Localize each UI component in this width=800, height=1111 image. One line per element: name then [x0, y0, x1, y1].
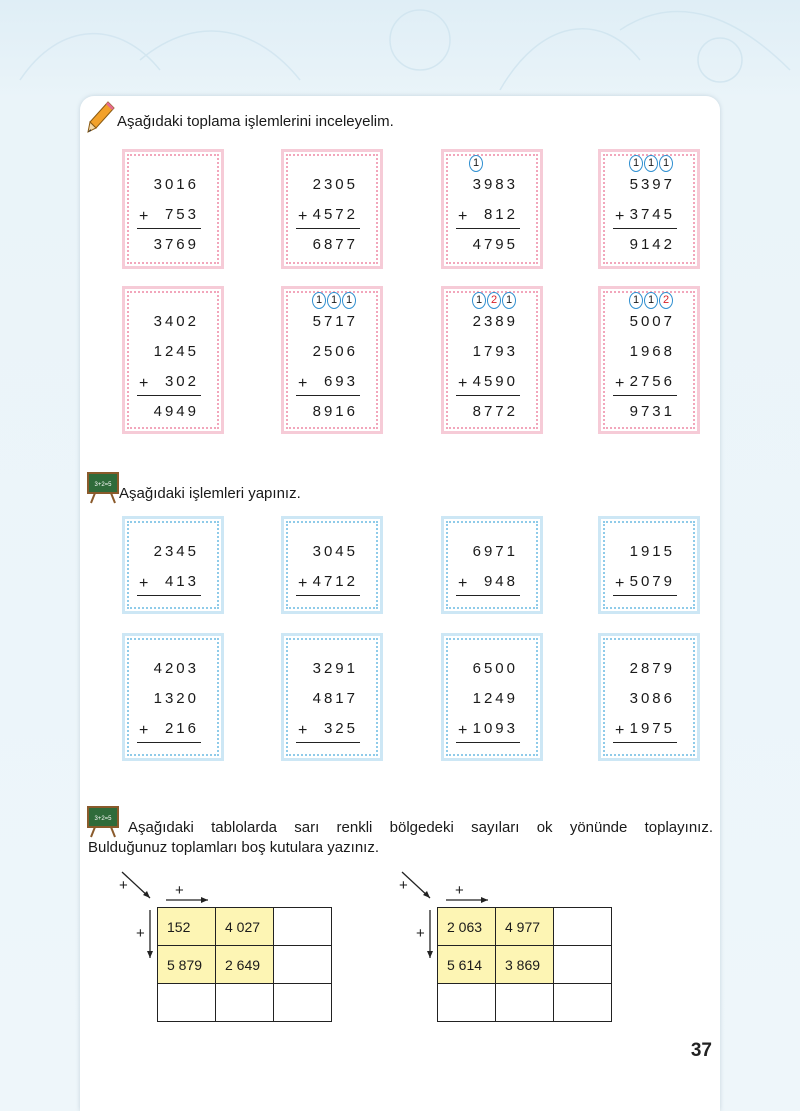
sum-result: 4949: [153, 403, 199, 420]
sum-table-1: [157, 907, 332, 1022]
carry-digit: 1: [659, 155, 673, 172]
chalkboard-icon: [87, 472, 119, 504]
answer-cell[interactable]: [554, 946, 612, 984]
pencil-icon: [86, 100, 116, 134]
sum-result: 8916: [312, 403, 358, 420]
addend: 216: [164, 720, 199, 737]
carry-digits: [312, 292, 356, 309]
addend: 3745: [629, 206, 675, 223]
addition-card: [122, 149, 224, 269]
sum-result: 8772: [472, 403, 518, 420]
table-row: [438, 984, 612, 1022]
sum-line: [137, 595, 201, 596]
plus-horizontal: +: [455, 882, 464, 899]
addend: 3983: [472, 176, 518, 193]
sum-result: 3769: [153, 236, 199, 253]
addend: 2389: [472, 313, 518, 330]
carry-digit: 1: [629, 292, 643, 309]
number-cell: 152: [158, 908, 216, 946]
section3-instruction-line2: Bulduğunuz toplamları boş kutulara yazınız.: [88, 839, 379, 856]
plus-sign: +: [298, 722, 308, 739]
sum-line: [456, 595, 520, 596]
number-cell: 2 649: [216, 946, 274, 984]
carry-digit: 1: [472, 292, 486, 309]
plus-sign: +: [298, 208, 308, 225]
plus-sign: +: [298, 575, 308, 592]
addition-card: [441, 149, 543, 269]
addition-card: [441, 516, 543, 614]
sum-line: [456, 742, 520, 743]
sum-line: [137, 395, 201, 396]
sum-line: [613, 228, 677, 229]
addition-card: [441, 286, 543, 434]
plus-vertical: +: [416, 925, 425, 942]
plus-sign: +: [298, 375, 308, 392]
answer-cell[interactable]: [274, 946, 332, 984]
number-cell: 3 869: [496, 946, 554, 984]
number-cell: 5 614: [438, 946, 496, 984]
sum-line: [613, 742, 677, 743]
plus-sign: +: [458, 208, 468, 225]
addend: 1320: [153, 690, 199, 707]
addend: 5717: [312, 313, 358, 330]
carry-digits: [469, 155, 483, 172]
plus-sign: +: [615, 575, 625, 592]
addend: 6971: [472, 543, 518, 560]
plus-sign: +: [139, 575, 149, 592]
addend: 5397: [629, 176, 675, 193]
addend: 753: [164, 206, 199, 223]
carry-digit: 1: [312, 292, 326, 309]
plus-diagonal: +: [399, 877, 408, 894]
sum-line: [296, 742, 360, 743]
addend: 2506: [312, 343, 358, 360]
sum-result: 9142: [629, 236, 675, 253]
carry-digit: 1: [502, 292, 516, 309]
addition-card: [281, 149, 383, 269]
answer-cell[interactable]: [274, 908, 332, 946]
addend: 693: [323, 373, 358, 390]
section2-instruction: Aşağıdaki işlemleri yapınız.: [119, 485, 301, 502]
sum-line: [137, 742, 201, 743]
number-cell: 2 063: [438, 908, 496, 946]
addend: 4712: [312, 573, 358, 590]
addition-card: [598, 516, 700, 614]
sum-line: [613, 595, 677, 596]
sum-line: [296, 228, 360, 229]
addend: 3016: [153, 176, 199, 193]
addend: 325: [323, 720, 358, 737]
section3-instruction-line1: Aşağıdaki tablolarda sarı renkli bölgedeki sayıları ok yönünde toplayınız.: [128, 819, 713, 836]
plus-sign: +: [139, 375, 149, 392]
addend: 4203: [153, 660, 199, 677]
sum-line: [456, 395, 520, 396]
addition-card: [281, 516, 383, 614]
addend: 4590: [472, 373, 518, 390]
answer-cell[interactable]: [554, 908, 612, 946]
sum-result: 6877: [312, 236, 358, 253]
addend: 2756: [629, 373, 675, 390]
addend: 1975: [629, 720, 675, 737]
chalkboard-icon: [87, 806, 119, 838]
svg-text:3+2=5: 3+2=5: [94, 816, 112, 822]
number-cell: 5 879: [158, 946, 216, 984]
carry-digit: 2: [487, 292, 501, 309]
addend: 1093: [472, 720, 518, 737]
table-row: [438, 946, 612, 984]
plus-horizontal: +: [175, 882, 184, 899]
number-cell: 4 977: [496, 908, 554, 946]
answer-cell[interactable]: [158, 984, 216, 1022]
carry-digit: 2: [659, 292, 673, 309]
addend: 5007: [629, 313, 675, 330]
addend: 3402: [153, 313, 199, 330]
table-row: [158, 908, 332, 946]
addend: 6500: [472, 660, 518, 677]
carry-digit: 1: [629, 155, 643, 172]
carry-digits: [629, 155, 673, 172]
sum-line: [296, 395, 360, 396]
carry-digits: [629, 292, 673, 309]
sum-table-2: [437, 907, 612, 1022]
addend: 4817: [312, 690, 358, 707]
addend: 2879: [629, 660, 675, 677]
table-row: [438, 908, 612, 946]
carry-digit: 1: [327, 292, 341, 309]
decorative-background: [0, 0, 800, 100]
plus-sign: +: [615, 722, 625, 739]
addend: 1249: [472, 690, 518, 707]
addition-card: [281, 286, 383, 434]
sum-line: [456, 228, 520, 229]
addend: 812: [483, 206, 518, 223]
table-row: [158, 984, 332, 1022]
answer-cell[interactable]: [216, 984, 274, 1022]
carry-digit: 1: [644, 292, 658, 309]
svg-text:3+2=5: 3+2=5: [94, 482, 112, 488]
plus-sign: +: [615, 208, 625, 225]
page-number: 37: [690, 1040, 712, 1061]
carry-digits: [472, 292, 516, 309]
answer-cell[interactable]: [554, 984, 612, 1022]
plus-sign: +: [458, 575, 468, 592]
carry-digit: 1: [469, 155, 483, 172]
sum-line: [137, 228, 201, 229]
addition-card: [122, 286, 224, 434]
section1-instruction: Aşağıdaki toplama işlemlerini inceleyelim.: [117, 113, 394, 130]
addend: 948: [483, 573, 518, 590]
carry-digit: 1: [644, 155, 658, 172]
sum-line: [296, 595, 360, 596]
addition-card: [441, 633, 543, 761]
addend: 3291: [312, 660, 358, 677]
sum-result: 9731: [629, 403, 675, 420]
addend: 4572: [312, 206, 358, 223]
addend: 2305: [312, 176, 358, 193]
answer-cell[interactable]: [274, 984, 332, 1022]
plus-sign: +: [458, 375, 468, 392]
plus-sign: +: [458, 722, 468, 739]
plus-sign: +: [139, 208, 149, 225]
addend: 1793: [472, 343, 518, 360]
carry-digit: 1: [342, 292, 356, 309]
addend: 1915: [629, 543, 675, 560]
sum-result: 4795: [472, 236, 518, 253]
addend: 2345: [153, 543, 199, 560]
addend: 3045: [312, 543, 358, 560]
number-cell: 4 027: [216, 908, 274, 946]
addition-card: [598, 633, 700, 761]
addition-card: [122, 516, 224, 614]
table-row: [158, 946, 332, 984]
addend: 1245: [153, 343, 199, 360]
addition-card: [598, 149, 700, 269]
addend: 5079: [629, 573, 675, 590]
plus-sign: +: [139, 722, 149, 739]
plus-sign: +: [615, 375, 625, 392]
sum-line: [613, 395, 677, 396]
addend: 302: [164, 373, 199, 390]
plus-diagonal: +: [119, 877, 128, 894]
addition-card: [281, 633, 383, 761]
plus-vertical: +: [136, 925, 145, 942]
addition-card: [122, 633, 224, 761]
addend: 3086: [629, 690, 675, 707]
addition-card: [598, 286, 700, 434]
answer-cell[interactable]: [438, 984, 496, 1022]
addend: 1968: [629, 343, 675, 360]
answer-cell[interactable]: [496, 984, 554, 1022]
addend: 413: [164, 573, 199, 590]
